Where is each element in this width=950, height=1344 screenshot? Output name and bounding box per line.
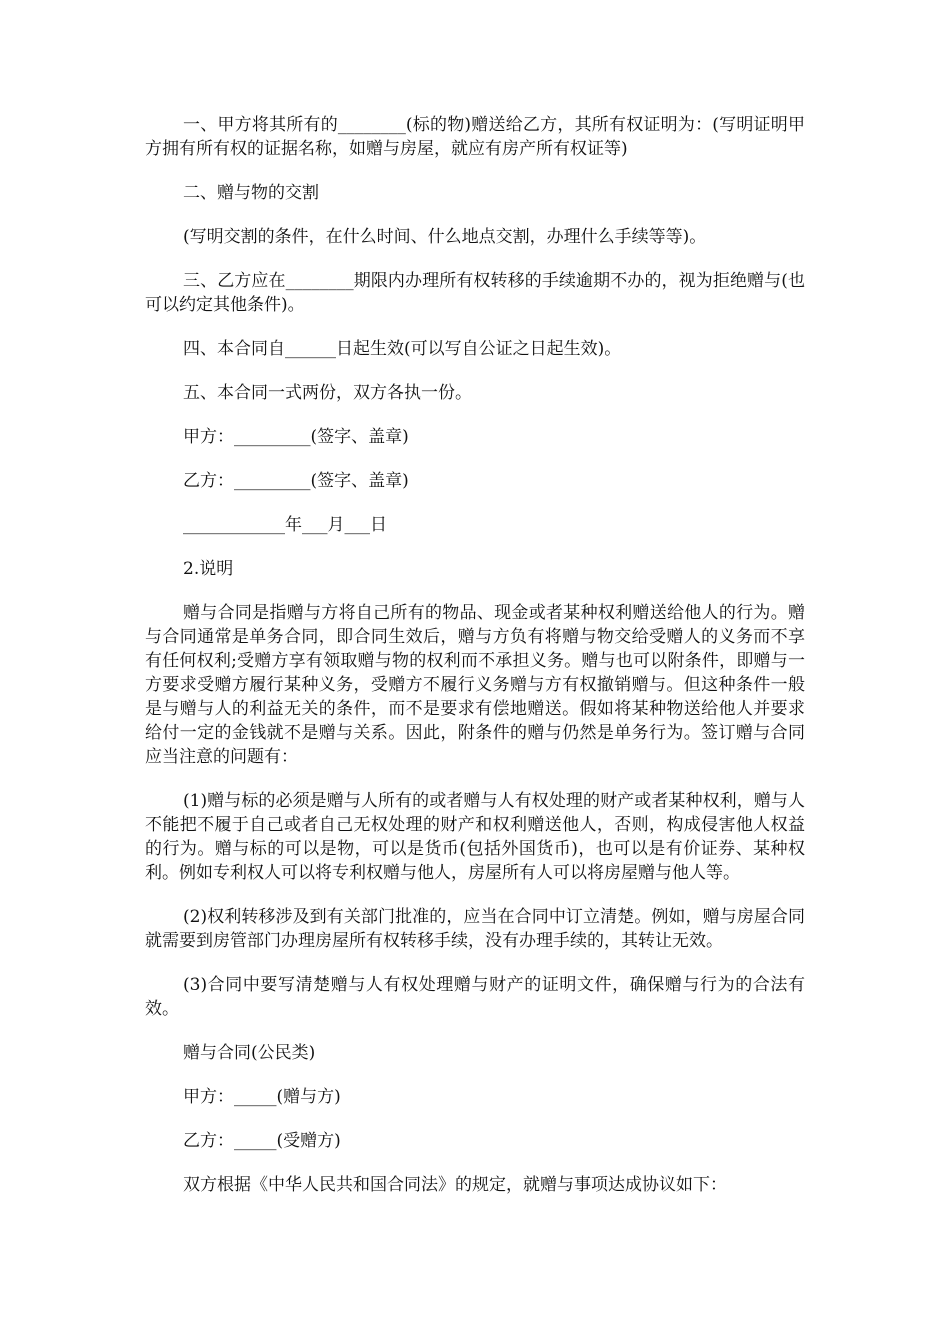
date-line: ____________年___月___日 [183, 515, 387, 535]
agreement-intro-paragraph: 双方根据《中华人民共和国合同法》的规定，就赠与事项达成协议如下： [183, 1175, 727, 1195]
clause-2-paragraph: (写明交割的条件，在什么时间、什么地点交割，办理什么手续等等)。 [183, 227, 707, 247]
party-b-line: 乙方：_____(受赠方) [183, 1131, 341, 1151]
clause-1-paragraph: 一、甲方将其所有的________(标的物)赠送给乙方，其所有权证明为：(写明证明甲方拥有所有权的证据名称，如赠与房屋，就应有房产所有权证等) [145, 115, 805, 159]
explanation-paragraph: 赠与合同是指赠与方将自己所有的物品、现金或者某种权利赠送给他人的行为。赠与合同通常是单务合同，即合同生效后，赠与方负有将赠与物交给受赠人的义务而不享有任何权利;受赠方享有领取赠与物的权利而不承担义务。赠与也可以附条件，即赠与一方要求受赠方履行某种义务，受赠方不履行义务赠与方有权撤销赠与。但这种条件一般是与赠与人的利益无关的条件，而不是要求有偿地赠送。假如将某种物送给他人并要求给付一定的金钱就不是赠与关系。因此，附条件的赠与仍然是单务行为。签订赠与合同应当注意的问题有： [145, 603, 805, 767]
note-2-paragraph: (2)权利转移涉及到有关部门批准的，应当在合同中订立清楚。例如，赠与房屋合同就需要到房管部门办理房屋所有权转移手续，没有办理手续的，其转让无效。 [145, 907, 805, 951]
clause-4-paragraph: 四、本合同自______日起生效(可以写自公证之日起生效)。 [183, 339, 622, 359]
clause-5-paragraph: 五、本合同一式两份，双方各执一份。 [183, 383, 472, 403]
document-body [145, 113, 805, 1217]
note-3-paragraph: (3)合同中要写清楚赠与人有权处理赠与财产的证明文件，确保赠与行为的合法有效。 [145, 975, 805, 1019]
party-a-line: 甲方：_____(赠与方) [183, 1087, 341, 1107]
clause-2-heading: 二、赠与物的交割 [183, 183, 319, 203]
note-1-paragraph: (1)赠与标的必须是赠与人所有的或者赠与人有权处理的财产或者某种权利，赠与人不能把不履于自己或者自己无权处理的财产和权利赠送他人，否则，构成侵害他人权益的行为。赠与标的可以是物，可以是货币(包括外国货币)，也可以是有价证券、某种权利。例如专利权人可以将专利权赠与他人，房屋所有人可以将房屋赠与他人等。 [145, 791, 805, 883]
party-a-signature-line: 甲方：_________(签字、盖章) [183, 427, 409, 447]
contract-title: 赠与合同(公民类) [183, 1043, 316, 1063]
clause-3-paragraph: 三、乙方应在________期限内办理所有权转移的手续逾期不办的，视为拒绝赠与(也可以约定其他条件)。 [145, 271, 805, 315]
party-b-signature-line: 乙方：_________(签字、盖章) [183, 471, 409, 491]
explanation-heading: 2.说明 [183, 559, 234, 579]
